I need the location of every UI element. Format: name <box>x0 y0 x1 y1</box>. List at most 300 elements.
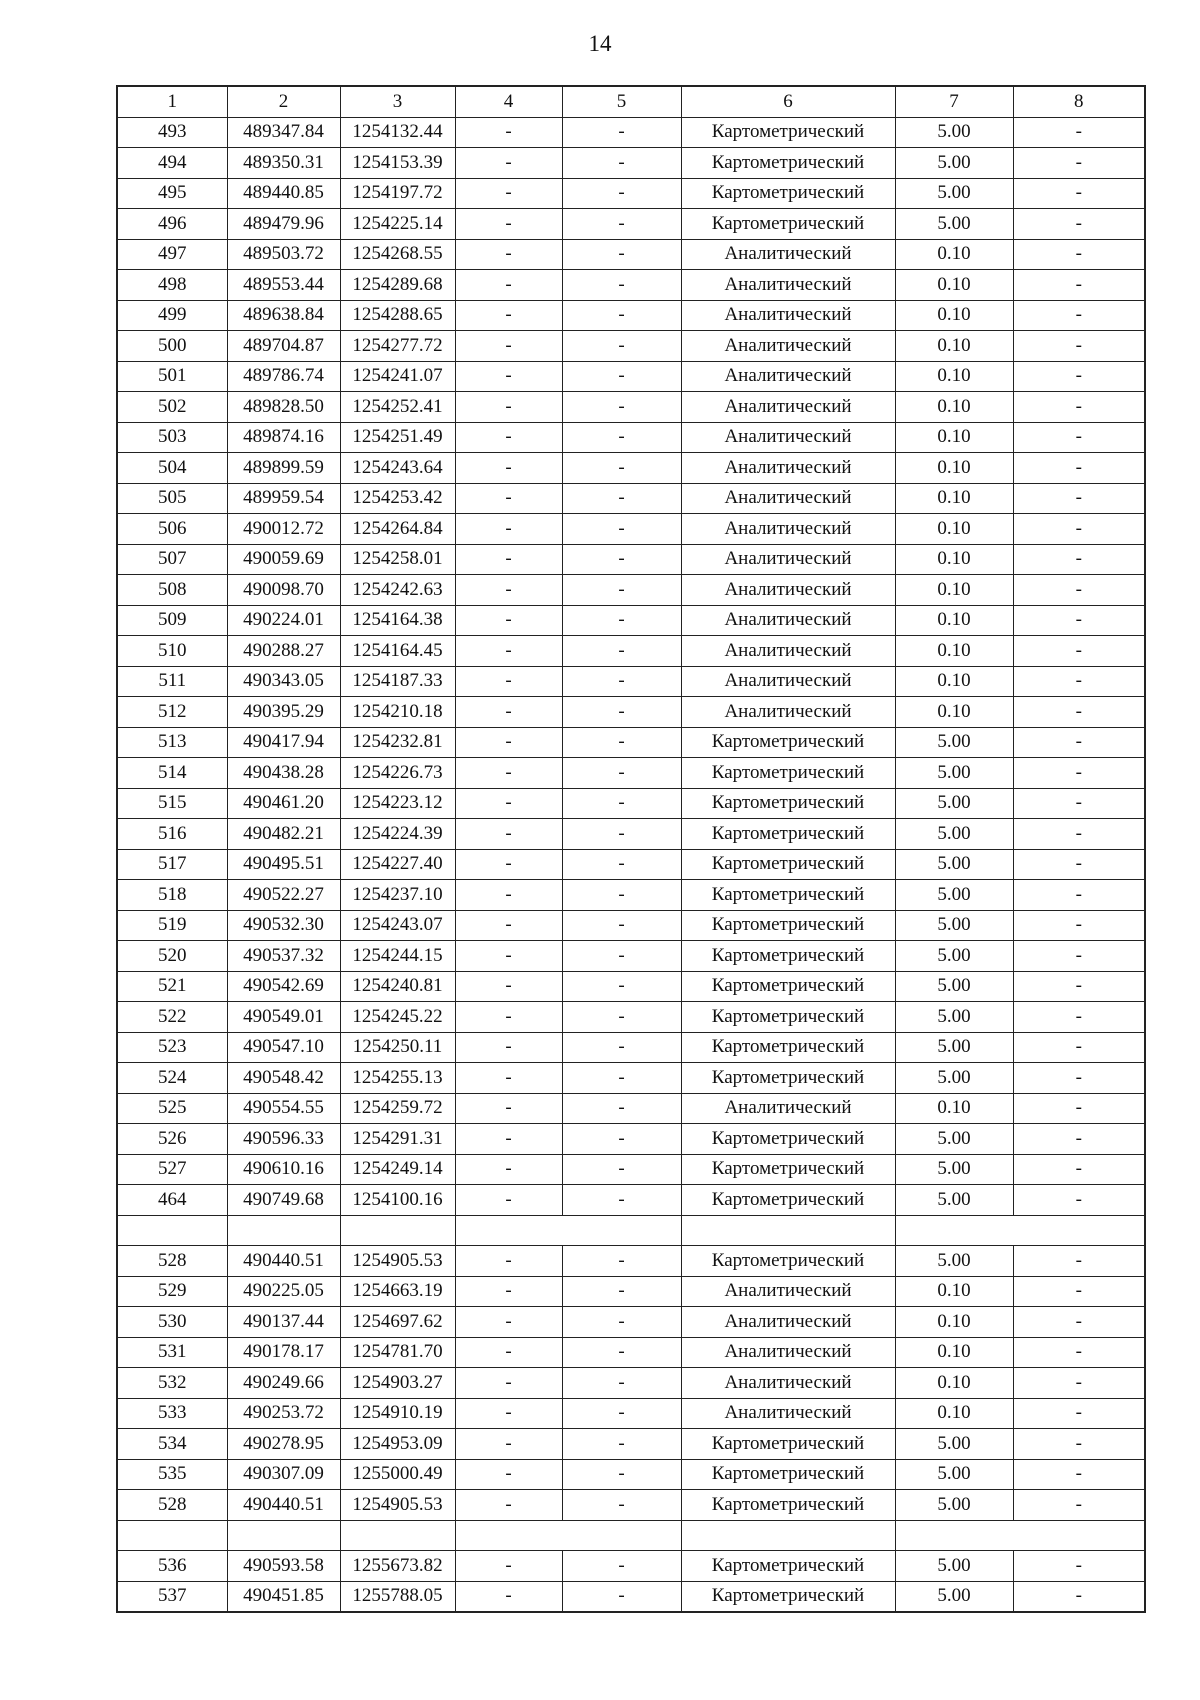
table-row <box>117 1032 1145 1063</box>
table-cell: 1254288.65 <box>340 300 455 331</box>
table-cell: - <box>562 514 681 545</box>
table-cell: 0.10 <box>895 636 1013 667</box>
table-cell: 490012.72 <box>227 514 340 545</box>
table-cell: 5.00 <box>895 117 1013 148</box>
table-cell: 512 <box>117 697 227 728</box>
table-row <box>117 1063 1145 1094</box>
column-header: 1 <box>117 86 227 117</box>
table-cell: 1254164.38 <box>340 605 455 636</box>
table-cell: 5.00 <box>895 758 1013 789</box>
table-cell: Аналитический <box>681 483 895 514</box>
table-row <box>117 1398 1145 1429</box>
table-cell: - <box>1013 300 1145 331</box>
table-cell: 511 <box>117 666 227 697</box>
table-cell: Аналитический <box>681 1276 895 1307</box>
table-cell: 490440.51 <box>227 1490 340 1521</box>
table-cell: 1254249.14 <box>340 1154 455 1185</box>
table-cell: - <box>562 483 681 514</box>
table-cell: Картометрический <box>681 910 895 941</box>
column-header: 6 <box>681 86 895 117</box>
table-cell: Картометрический <box>681 148 895 179</box>
table-cell: 499 <box>117 300 227 331</box>
table-cell: Аналитический <box>681 544 895 575</box>
table-cell: 489704.87 <box>227 331 340 362</box>
table-cell: - <box>1013 1063 1145 1094</box>
table-cell: 0.10 <box>895 453 1013 484</box>
table-cell: Картометрический <box>681 1581 895 1612</box>
table-cell: - <box>562 1032 681 1063</box>
table-cell: - <box>562 1307 681 1338</box>
table-cell: 495 <box>117 178 227 209</box>
table-cell: 529 <box>117 1276 227 1307</box>
table-cell: - <box>1013 788 1145 819</box>
table-cell: - <box>455 849 562 880</box>
table-cell: - <box>1013 1032 1145 1063</box>
table-cell: Аналитический <box>681 1093 895 1124</box>
table-cell: 500 <box>117 331 227 362</box>
table-cell: 489350.31 <box>227 148 340 179</box>
table-cell: 1254132.44 <box>340 117 455 148</box>
table-cell: - <box>1013 1490 1145 1521</box>
table-cell: 534 <box>117 1429 227 1460</box>
table-row <box>117 422 1145 453</box>
table-cell: 1254781.70 <box>340 1337 455 1368</box>
table-cell: 503 <box>117 422 227 453</box>
table-cell: 521 <box>117 971 227 1002</box>
table-cell: 507 <box>117 544 227 575</box>
table-row <box>117 910 1145 941</box>
table-row <box>117 544 1145 575</box>
table-cell: 489899.59 <box>227 453 340 484</box>
table-cell: 502 <box>117 392 227 423</box>
table-cell: - <box>1013 910 1145 941</box>
table-cell: Картометрический <box>681 849 895 880</box>
table-cell: 528 <box>117 1246 227 1277</box>
table-row <box>117 788 1145 819</box>
table-cell: - <box>562 422 681 453</box>
table-cell: 1254210.18 <box>340 697 455 728</box>
table-cell: 5.00 <box>895 209 1013 240</box>
table-cell: 1254242.63 <box>340 575 455 606</box>
table-row <box>117 514 1145 545</box>
table-cell: - <box>562 1093 681 1124</box>
table-cell: Картометрический <box>681 727 895 758</box>
table-cell: 535 <box>117 1459 227 1490</box>
table-row <box>117 209 1145 240</box>
table-cell: - <box>1013 1124 1145 1155</box>
table-cell: - <box>1013 941 1145 972</box>
table-cell: 489786.74 <box>227 361 340 392</box>
column-header: 8 <box>1013 86 1145 117</box>
table-cell: 1255788.05 <box>340 1581 455 1612</box>
table-cell: 1254905.53 <box>340 1490 455 1521</box>
table-cell: 5.00 <box>895 1490 1013 1521</box>
table-cell: - <box>455 1581 562 1612</box>
table-cell: 0.10 <box>895 514 1013 545</box>
table-cell: - <box>562 971 681 1002</box>
table-row <box>117 1551 1145 1582</box>
table-cell: 0.10 <box>895 483 1013 514</box>
table-cell: Картометрический <box>681 1551 895 1582</box>
table-cell: 517 <box>117 849 227 880</box>
table-cell: 490593.58 <box>227 1551 340 1582</box>
table-cell: - <box>455 361 562 392</box>
table-cell: Картометрический <box>681 178 895 209</box>
table-cell: - <box>455 514 562 545</box>
table-cell: 490549.01 <box>227 1002 340 1033</box>
table-cell: - <box>562 1124 681 1155</box>
table-cell: 1254227.40 <box>340 849 455 880</box>
table-cell: - <box>455 331 562 362</box>
table-cell: Картометрический <box>681 1032 895 1063</box>
table-cell: - <box>455 1032 562 1063</box>
table-cell: - <box>562 1337 681 1368</box>
table-cell: 0.10 <box>895 697 1013 728</box>
table-cell: 489828.50 <box>227 392 340 423</box>
table-row <box>117 1002 1145 1033</box>
table-cell: - <box>455 666 562 697</box>
table-cell: - <box>455 300 562 331</box>
table-cell: 0.10 <box>895 666 1013 697</box>
table-cell <box>455 1520 681 1551</box>
table-cell: Картометрический <box>681 209 895 240</box>
table-cell: 489553.44 <box>227 270 340 301</box>
table-row <box>117 849 1145 880</box>
table-cell: Аналитический <box>681 697 895 728</box>
table-cell: - <box>562 1002 681 1033</box>
table-cell: 490542.69 <box>227 971 340 1002</box>
table-cell: Картометрический <box>681 758 895 789</box>
table-cell: 490417.94 <box>227 727 340 758</box>
column-header: 4 <box>455 86 562 117</box>
table-cell: 1254100.16 <box>340 1185 455 1216</box>
table-cell: 536 <box>117 1551 227 1582</box>
table-cell: Картометрический <box>681 1063 895 1094</box>
table-cell: - <box>1013 361 1145 392</box>
table-row <box>117 361 1145 392</box>
table-row <box>117 1459 1145 1490</box>
table-row <box>117 178 1145 209</box>
table-cell: 1254243.07 <box>340 910 455 941</box>
table-cell: 0.10 <box>895 1093 1013 1124</box>
table-cell: 1254240.81 <box>340 971 455 1002</box>
table-cell: Картометрический <box>681 1246 895 1277</box>
table-cell: 494 <box>117 148 227 179</box>
table-cell: - <box>1013 819 1145 850</box>
table-gap-row <box>117 1520 1145 1551</box>
table-cell: - <box>455 636 562 667</box>
column-header: 3 <box>340 86 455 117</box>
table-cell: 520 <box>117 941 227 972</box>
table-cell: - <box>1013 209 1145 240</box>
table-cell: - <box>562 331 681 362</box>
table-cell: 0.10 <box>895 1368 1013 1399</box>
table-cell: 5.00 <box>895 148 1013 179</box>
table-cell: - <box>1013 331 1145 362</box>
table-row <box>117 392 1145 423</box>
table-cell: - <box>455 1307 562 1338</box>
table-cell: - <box>1013 1154 1145 1185</box>
table-cell: 1254289.68 <box>340 270 455 301</box>
table-cell: 490461.20 <box>227 788 340 819</box>
table-cell: 0.10 <box>895 392 1013 423</box>
table-cell: - <box>1013 1093 1145 1124</box>
table-cell: Аналитический <box>681 636 895 667</box>
table-cell: 0.10 <box>895 1398 1013 1429</box>
table-cell: 1254268.55 <box>340 239 455 270</box>
table-cell: - <box>455 880 562 911</box>
table-cell: 509 <box>117 605 227 636</box>
table-cell: 5.00 <box>895 941 1013 972</box>
table-cell: - <box>455 941 562 972</box>
table-cell: 526 <box>117 1124 227 1155</box>
table-cell: 5.00 <box>895 1459 1013 1490</box>
column-header: 7 <box>895 86 1013 117</box>
table-cell: 523 <box>117 1032 227 1063</box>
table-body <box>117 117 1145 1612</box>
table-cell: 490610.16 <box>227 1154 340 1185</box>
table-cell: - <box>455 422 562 453</box>
table-cell: 464 <box>117 1185 227 1216</box>
table-cell: 1255000.49 <box>340 1459 455 1490</box>
table-cell: - <box>1013 544 1145 575</box>
table-row <box>117 1307 1145 1338</box>
table-cell: 490554.55 <box>227 1093 340 1124</box>
table-cell: 1254251.49 <box>340 422 455 453</box>
table-cell: - <box>455 697 562 728</box>
table-cell: - <box>455 178 562 209</box>
table-cell: 489347.84 <box>227 117 340 148</box>
table-cell: - <box>1013 1185 1145 1216</box>
table-cell: 510 <box>117 636 227 667</box>
table-cell: 524 <box>117 1063 227 1094</box>
table-cell: 489874.16 <box>227 422 340 453</box>
table-cell: 1254697.62 <box>340 1307 455 1338</box>
table-cell: 5.00 <box>895 178 1013 209</box>
table-cell: 537 <box>117 1581 227 1612</box>
table-cell: 5.00 <box>895 1063 1013 1094</box>
table-cell: - <box>562 910 681 941</box>
table-cell: 490537.32 <box>227 941 340 972</box>
table-cell: 5.00 <box>895 880 1013 911</box>
column-header: 2 <box>227 86 340 117</box>
table-cell: - <box>562 1551 681 1582</box>
table-cell: - <box>562 636 681 667</box>
table-cell: Аналитический <box>681 575 895 606</box>
table-cell: - <box>1013 1551 1145 1582</box>
table-row <box>117 1246 1145 1277</box>
table-cell <box>117 1215 227 1246</box>
table-cell: 1254232.81 <box>340 727 455 758</box>
table-cell: Аналитический <box>681 422 895 453</box>
table-cell: - <box>1013 1002 1145 1033</box>
table-cell <box>681 1215 895 1246</box>
table-cell: 489503.72 <box>227 239 340 270</box>
table-cell: - <box>1013 1459 1145 1490</box>
table-cell: Картометрический <box>681 971 895 1002</box>
table-cell: Картометрический <box>681 941 895 972</box>
table-cell: - <box>1013 1581 1145 1612</box>
table-cell: - <box>1013 849 1145 880</box>
table-cell: - <box>455 1185 562 1216</box>
table-cell: 490596.33 <box>227 1124 340 1155</box>
table-row <box>117 971 1145 1002</box>
table-cell: - <box>562 392 681 423</box>
table-cell: 0.10 <box>895 270 1013 301</box>
table-cell: 5.00 <box>895 1551 1013 1582</box>
table-cell: 1254259.72 <box>340 1093 455 1124</box>
table-cell: 5.00 <box>895 788 1013 819</box>
table-cell: 1254255.13 <box>340 1063 455 1094</box>
table-cell: 490059.69 <box>227 544 340 575</box>
table-row <box>117 636 1145 667</box>
table-cell: 1254164.45 <box>340 636 455 667</box>
table-cell: - <box>455 483 562 514</box>
table-cell: Аналитический <box>681 605 895 636</box>
table-cell: 490395.29 <box>227 697 340 728</box>
table-cell: 0.10 <box>895 331 1013 362</box>
table-cell: 0.10 <box>895 422 1013 453</box>
table-cell: 1254153.39 <box>340 148 455 179</box>
table-cell: 5.00 <box>895 727 1013 758</box>
table-cell: 1254225.14 <box>340 209 455 240</box>
table-cell: - <box>455 453 562 484</box>
table-row <box>117 270 1145 301</box>
table-cell: - <box>562 697 681 728</box>
table-cell: 5.00 <box>895 1185 1013 1216</box>
table-cell: 490178.17 <box>227 1337 340 1368</box>
table-cell: - <box>455 209 562 240</box>
table-cell: 1254237.10 <box>340 880 455 911</box>
table-row <box>117 1185 1145 1216</box>
table-cell: Аналитический <box>681 331 895 362</box>
table-cell: - <box>455 270 562 301</box>
table-row <box>117 1429 1145 1460</box>
table-cell: 489638.84 <box>227 300 340 331</box>
table-cell: - <box>455 1368 562 1399</box>
table-cell: 490098.70 <box>227 575 340 606</box>
table-cell: 490278.95 <box>227 1429 340 1460</box>
table-cell: Аналитический <box>681 1368 895 1399</box>
table-cell: - <box>1013 575 1145 606</box>
table-cell: - <box>1013 666 1145 697</box>
column-header: 5 <box>562 86 681 117</box>
table-cell: - <box>1013 1368 1145 1399</box>
table-cell: 0.10 <box>895 300 1013 331</box>
table-cell: 490451.85 <box>227 1581 340 1612</box>
table-cell: 0.10 <box>895 575 1013 606</box>
table-cell: 1254663.19 <box>340 1276 455 1307</box>
table-cell: - <box>455 148 562 179</box>
table-cell: - <box>1013 605 1145 636</box>
table-cell: 490307.09 <box>227 1459 340 1490</box>
table-cell: 5.00 <box>895 1002 1013 1033</box>
table-cell: - <box>1013 636 1145 667</box>
table-cell <box>227 1520 340 1551</box>
table-cell: - <box>1013 697 1145 728</box>
table-cell: 1254243.64 <box>340 453 455 484</box>
table-cell <box>340 1520 455 1551</box>
table-cell: 489959.54 <box>227 483 340 514</box>
table-cell: - <box>562 575 681 606</box>
table-cell: Аналитический <box>681 270 895 301</box>
table-cell: - <box>1013 239 1145 270</box>
table-cell: - <box>1013 453 1145 484</box>
table-cell: 5.00 <box>895 971 1013 1002</box>
table-cell: - <box>455 910 562 941</box>
table-cell: - <box>455 117 562 148</box>
table-cell: Картометрический <box>681 1459 895 1490</box>
table-row <box>117 880 1145 911</box>
table-cell: 0.10 <box>895 544 1013 575</box>
table-row <box>117 148 1145 179</box>
table-row <box>117 605 1145 636</box>
table-cell: - <box>562 666 681 697</box>
table-header-row <box>117 86 1145 117</box>
table-cell: - <box>1013 1398 1145 1429</box>
table-cell: - <box>562 1185 681 1216</box>
table-cell: 518 <box>117 880 227 911</box>
table-cell: Картометрический <box>681 1154 895 1185</box>
table-cell: 532 <box>117 1368 227 1399</box>
table-cell: 1254277.72 <box>340 331 455 362</box>
table-cell: - <box>1013 392 1145 423</box>
table-cell: 1254244.15 <box>340 941 455 972</box>
table-cell: - <box>455 1276 562 1307</box>
table-cell: Аналитический <box>681 239 895 270</box>
table-cell: - <box>455 1246 562 1277</box>
table-cell: Картометрический <box>681 788 895 819</box>
table-cell: 1254223.12 <box>340 788 455 819</box>
table-cell: - <box>562 1246 681 1277</box>
table-cell: 5.00 <box>895 1581 1013 1612</box>
table-cell: 1255673.82 <box>340 1551 455 1582</box>
table-row <box>117 758 1145 789</box>
table-gap-row <box>117 1215 1145 1246</box>
table-cell: 0.10 <box>895 1276 1013 1307</box>
table-cell: - <box>1013 880 1145 911</box>
table-cell: Аналитический <box>681 1398 895 1429</box>
table-cell: 515 <box>117 788 227 819</box>
page-number: 14 <box>588 31 612 56</box>
table-row <box>117 727 1145 758</box>
table-cell: - <box>562 1429 681 1460</box>
table-cell: Аналитический <box>681 514 895 545</box>
table-cell: - <box>562 453 681 484</box>
table-cell: - <box>1013 1276 1145 1307</box>
table-cell: - <box>562 605 681 636</box>
table-cell: - <box>455 605 562 636</box>
table-cell: - <box>1013 270 1145 301</box>
table-cell: - <box>455 575 562 606</box>
table-cell: 498 <box>117 270 227 301</box>
table-row <box>117 1368 1145 1399</box>
table-cell: 5.00 <box>895 819 1013 850</box>
table-cell: - <box>1013 1307 1145 1338</box>
table-cell: - <box>455 788 562 819</box>
table-cell: 1254903.27 <box>340 1368 455 1399</box>
table-cell: 1254253.42 <box>340 483 455 514</box>
table-cell: - <box>1013 514 1145 545</box>
table-cell: - <box>562 1368 681 1399</box>
table-row <box>117 1154 1145 1185</box>
table-cell: 490482.21 <box>227 819 340 850</box>
table-cell: - <box>562 758 681 789</box>
table-cell: Аналитический <box>681 361 895 392</box>
table-cell: - <box>455 1429 562 1460</box>
table-cell: - <box>562 1398 681 1429</box>
table-cell: - <box>455 1154 562 1185</box>
